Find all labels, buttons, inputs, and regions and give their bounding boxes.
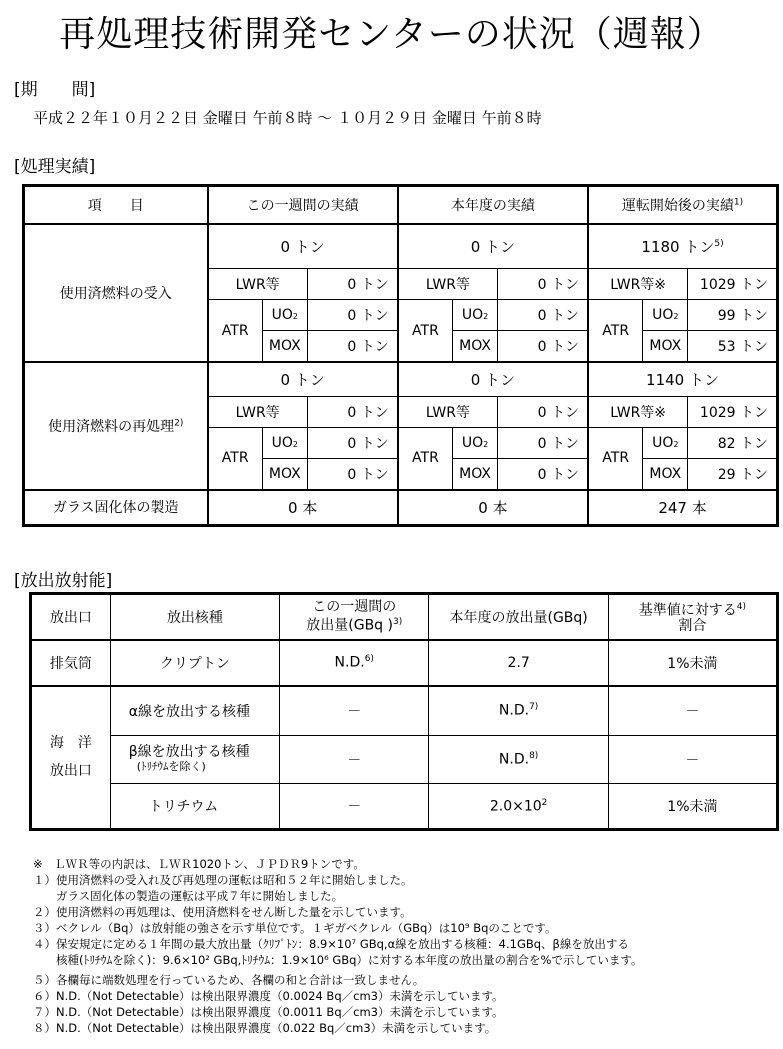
mox-label: MOX (453, 331, 498, 363)
reprocess-lwr-cum: 1029 トン (688, 396, 778, 427)
reprocess-uo2-cum: 82 トン (688, 427, 778, 458)
header-year-release: 本年度の放出量(GBq) (429, 594, 608, 640)
release-heading: [放出放射能] (14, 571, 113, 591)
ocean-outlet: 海 洋 放出口 (31, 686, 111, 830)
page-title: 再処理技術開発センターの状況（週報） (59, 14, 724, 55)
receipt-mox-cum: 53 トン (688, 331, 778, 363)
release-table (29, 592, 779, 831)
footnote: １）使用済燃料の受入れ及び再処理の運転は昭和５２年に開始しました。 (33, 873, 413, 887)
footnote: ５）各欄毎に端数処理を行っているため、各欄の和と合計は一致しません。 (33, 973, 425, 987)
stack-week: N.D.$^{6)}$ (280, 640, 429, 686)
header-week-release: この一週間の 放出量(GBq )$^{3)}$ (280, 594, 429, 640)
mox-label: MOX (262, 331, 307, 363)
uo2-label: UO2 (643, 300, 688, 331)
atr-label: ATR (208, 300, 263, 363)
receipt-uo2-cum: 99 トン (688, 300, 778, 331)
stack-nuclide: クリプトン (110, 640, 279, 686)
header-week: この一週間の実績 (208, 186, 398, 224)
beta-ratio: － (608, 736, 777, 784)
alpha-nuclide: α線を放出する核種 (110, 686, 279, 736)
atr-label: ATR (588, 427, 643, 490)
processing-table (22, 184, 779, 527)
atr-label: ATR (398, 300, 453, 363)
stack-year: 2.7 (429, 640, 608, 686)
footnote: ２）使用済燃料の再処理は、使用済燃料をせん断した量を示しています。 (33, 905, 412, 919)
mox-label: MOX (262, 458, 307, 490)
glass-week: 0 本 (208, 490, 398, 526)
header-cumulative: 運転開始後の実績$^{1)}$ (588, 186, 777, 224)
alpha-year: N.D.$^{7)}$ (429, 686, 608, 736)
beta-week: － (280, 736, 429, 784)
reprocess-label: 使用済燃料の再処理$^{2)}$ (24, 362, 208, 490)
period-text: 平成２２年１０月２２日 金曜日 午前８時 ～ １０月２９日 金曜日 午前８時 (33, 109, 542, 127)
receipt-mox-week: 0 トン (307, 331, 398, 363)
header-ratio: 基準値に対する$^{4)}$ 割合 (608, 594, 777, 640)
receipt-uo2-year: 0 トン (498, 300, 589, 331)
header-item: 項 目 (24, 186, 208, 224)
header-outlet: 放出口 (31, 594, 111, 640)
uo2-label: UO2 (453, 300, 498, 331)
receipt-label: 使用済燃料の受入 (24, 224, 208, 363)
receipt-lwr-year: 0 トン (498, 269, 589, 300)
uo2-label: UO2 (262, 427, 307, 458)
reprocess-mox-week: 0 トン (307, 458, 398, 490)
tritium-ratio: 1%未満 (608, 784, 777, 830)
footnote: ４）保安規定に定める１年間の最大放出量（ｸﾘﾌﾟﾄﾝ：8.9×10⁷ GBq,α線を放出する核種：4.1GBq、β線を放出する (33, 937, 629, 951)
tritium-nuclide: トリチウム (110, 784, 279, 830)
footnote: ８）N.D.（Not Detectable）は検出限界濃度（0.022 Bq／cm3）未満を示しています。 (33, 1021, 497, 1035)
header-year: 本年度の実績 (398, 186, 588, 224)
mox-label: MOX (643, 331, 688, 363)
receipt-cum-total: 1180 トン$^{5)}$ (588, 224, 777, 269)
reprocess-lwr-label-week: LWR等 (208, 396, 308, 427)
alpha-ratio: － (608, 686, 777, 736)
reprocess-mox-cum: 29 トン (688, 458, 778, 490)
atr-label: ATR (208, 427, 263, 490)
receipt-lwr-label-year: LWR等 (398, 269, 498, 300)
uo2-label: UO2 (643, 427, 688, 458)
reprocess-week-total: 0 トン (208, 362, 398, 396)
period-heading: [期 間] (14, 80, 96, 100)
alpha-week: － (280, 686, 429, 736)
reprocess-year-total: 0 トン (398, 362, 588, 396)
beta-nuclide: β線を放出する核種 (ﾄﾘﾁｳﾑを除く) (110, 736, 279, 784)
footnote: ６）N.D.（Not Detectable）は検出限界濃度（0.0024 Bq／cm3）未満を示しています。 (33, 989, 504, 1003)
receipt-week-total: 0 トン (208, 224, 398, 269)
footnotes (33, 856, 642, 1036)
processing-heading: [処理実績] (14, 157, 96, 177)
glass-label: ガラス固化体の製造 (24, 490, 208, 526)
receipt-lwr-label-cum: LWR等※ (588, 269, 688, 300)
reprocess-lwr-label-year: LWR等 (398, 396, 498, 427)
reprocess-mox-year: 0 トン (498, 458, 589, 490)
mox-label: MOX (453, 458, 498, 490)
footnote: ガラス固化体の製造の運転は平成７年に開始しました。 (33, 889, 344, 903)
reprocess-lwr-year: 0 トン (498, 396, 589, 427)
receipt-year-total: 0 トン (398, 224, 588, 269)
tritium-year: $2.0\times 10^2$ (429, 784, 608, 830)
tritium-week: － (280, 784, 429, 830)
glass-cum: 247 本 (588, 490, 777, 526)
receipt-uo2-week: 0 トン (307, 300, 398, 331)
footnote: ３）ベクレル（Bq）は放射能の強さを示す単位です。１ギガベクレル（GBq）は10⁹ Bqのことです。 (33, 921, 557, 935)
receipt-lwr-cum: 1029 トン (688, 269, 778, 300)
reprocess-cum-total: 1140 トン (588, 362, 777, 396)
reprocess-uo2-week: 0 トン (307, 427, 398, 458)
stack-ratio: 1%未満 (608, 640, 777, 686)
stack-outlet: 排気筒 (31, 640, 111, 686)
receipt-lwr-label-week: LWR等 (208, 269, 308, 300)
reprocess-uo2-year: 0 トン (498, 427, 589, 458)
footnote: ※ ＬＷＲ等の内訳は、ＬＷＲ1020トン、ＪＰＤＲ9トンです。 (33, 857, 365, 871)
glass-year: 0 本 (398, 490, 588, 526)
reprocess-lwr-week: 0 トン (307, 396, 398, 427)
receipt-lwr-week: 0 トン (307, 269, 398, 300)
receipt-mox-year: 0 トン (498, 331, 589, 363)
header-nuclide: 放出核種 (110, 594, 279, 640)
atr-label: ATR (588, 300, 643, 363)
beta-year: N.D.$^{8)}$ (429, 736, 608, 784)
uo2-label: UO2 (453, 427, 498, 458)
uo2-label: UO2 (262, 300, 307, 331)
reprocess-lwr-label-cum: LWR等※ (588, 396, 688, 427)
mox-label: MOX (643, 458, 688, 490)
footnote: 核種(ﾄﾘﾁｳﾑを除く)：9.6×10² GBq,ﾄﾘﾁｳﾑ：1.9×10⁶ GBq）に対する本年度の放出量の割合を%で示しています。 (33, 953, 643, 967)
footnote: ７）N.D.（Not Detectable）は検出限界濃度（0.0011 Bq／cm3）未満を示しています。 (33, 1005, 504, 1019)
atr-label: ATR (398, 427, 453, 490)
